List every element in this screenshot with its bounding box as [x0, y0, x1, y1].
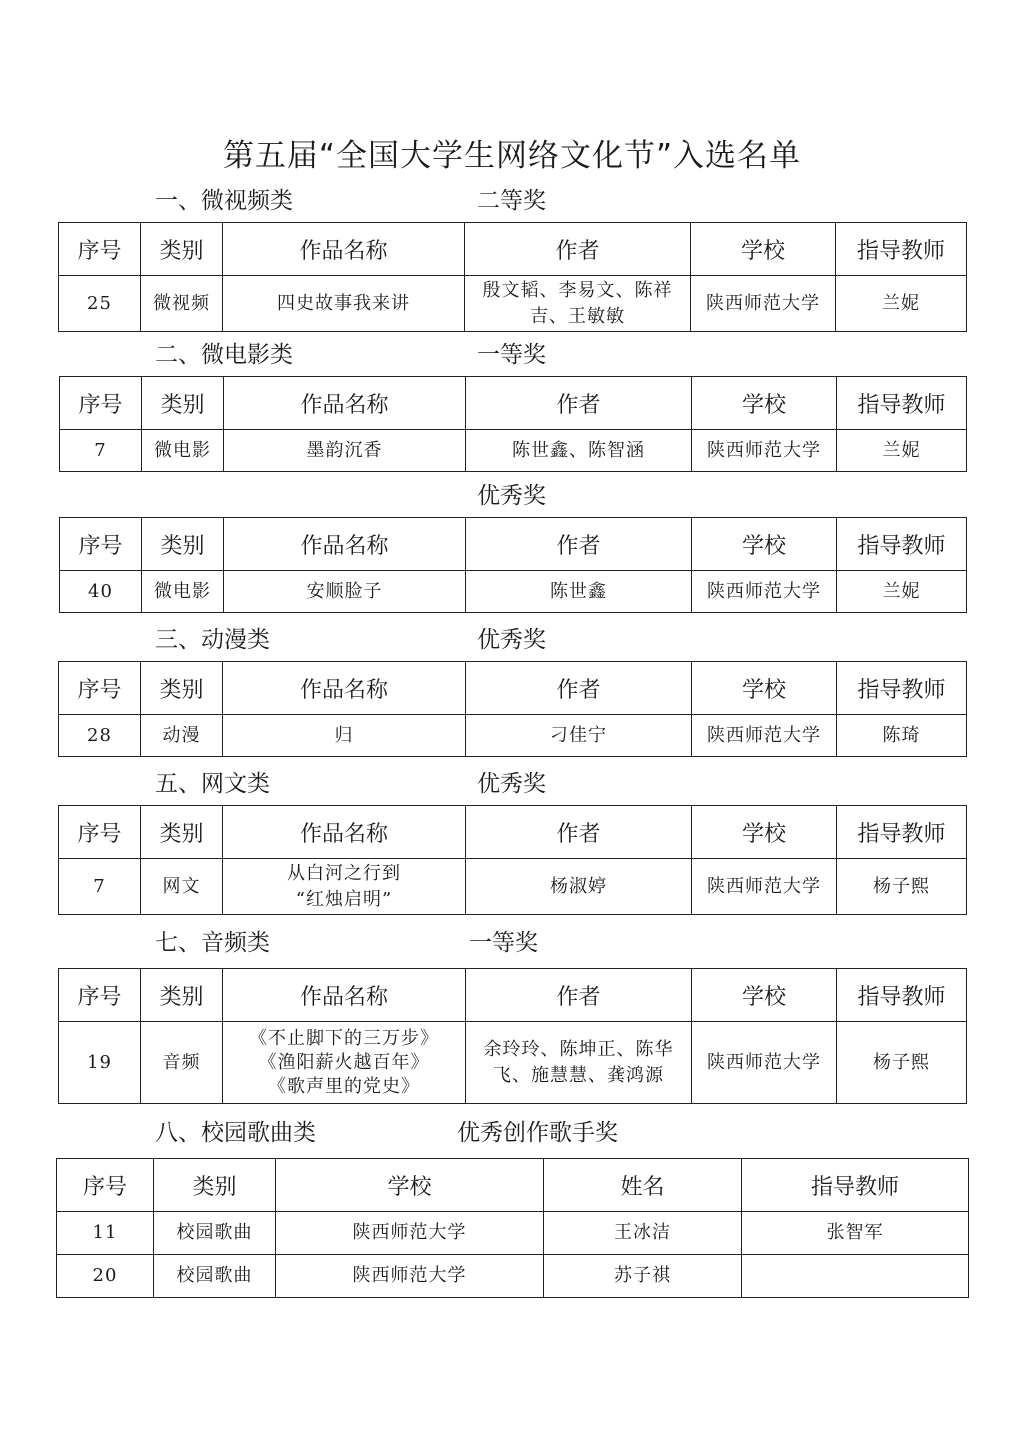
section-award: 优秀奖 [477, 771, 546, 797]
cell-teacher: 兰妮 [837, 571, 967, 613]
cell-no: 7 [59, 859, 141, 915]
header-school: 学校 [276, 1159, 544, 1212]
section-award: 优秀奖 [477, 627, 546, 653]
section-award: 二等奖 [477, 188, 546, 214]
section-award: 一等奖 [469, 930, 538, 956]
cell-type: 微视频 [141, 276, 223, 332]
cell-school: 陕西师范大学 [692, 1022, 837, 1104]
header-teacher: 指导教师 [837, 518, 967, 571]
table-row [60, 430, 967, 472]
header-type: 类别 [142, 518, 224, 571]
section-award: 一等奖 [477, 342, 546, 368]
section-heading-web-literature [155, 766, 575, 802]
header-work: 作品名称 [223, 806, 466, 859]
award-table [58, 661, 967, 757]
cell-no: 25 [59, 276, 141, 332]
header-teacher: 指导教师 [837, 969, 967, 1022]
author-line: 吉、王敏敏 [530, 305, 625, 327]
header-work: 作品名称 [223, 969, 466, 1022]
cell-no: 19 [59, 1022, 141, 1104]
work-line: 《不止脚下的三万步》 [249, 1027, 439, 1049]
header-type: 类别 [154, 1159, 276, 1212]
header-name: 姓名 [544, 1159, 742, 1212]
cell-school: 陕西师范大学 [692, 715, 837, 757]
work-line: 四史故事我来讲 [277, 292, 410, 314]
work-line: 归 [334, 724, 354, 746]
header-work: 作品名称 [223, 223, 465, 276]
header-type: 类别 [142, 377, 224, 430]
table-header-row [59, 662, 967, 715]
author-line: 殷文韬、李易文、陈祥 [482, 279, 673, 301]
table-header-row [57, 1159, 969, 1212]
header-type: 类别 [141, 806, 223, 859]
author-line: 余玲玲、陈坤正、陈华 [483, 1038, 674, 1060]
author-line: 杨淑婷 [550, 875, 607, 897]
cell-author [466, 571, 692, 613]
header-no: 序号 [59, 223, 141, 276]
cell-teacher: 杨子熙 [837, 859, 967, 915]
cell-teacher: 陈琦 [837, 715, 967, 757]
work-line: 从白河之行到 [287, 862, 401, 884]
header-author: 作者 [466, 806, 692, 859]
section-heading-micro-video [155, 183, 575, 219]
cell-teacher: 兰妮 [836, 276, 967, 332]
cell-type: 微电影 [142, 430, 224, 472]
section-heading-micro-film-excellence [155, 478, 575, 514]
header-school: 学校 [692, 662, 837, 715]
work-line: 《歌声里的党史》 [268, 1075, 420, 1097]
header-school: 学校 [692, 377, 837, 430]
table-row [59, 715, 967, 757]
header-school: 学校 [692, 518, 837, 571]
author-line: 陈世鑫、陈智涵 [512, 439, 645, 461]
header-school: 学校 [692, 806, 837, 859]
cell-type: 微电影 [142, 571, 224, 613]
header-no: 序号 [60, 518, 142, 571]
cell-no: 7 [60, 430, 142, 472]
table-row [60, 571, 967, 613]
cell-no: 40 [60, 571, 142, 613]
header-work: 作品名称 [223, 662, 466, 715]
cell-teacher: 张智军 [742, 1212, 969, 1255]
table-row [57, 1255, 969, 1298]
header-no: 序号 [57, 1159, 154, 1212]
header-no: 序号 [59, 806, 141, 859]
header-teacher: 指导教师 [837, 377, 967, 430]
header-teacher: 指导教师 [837, 806, 967, 859]
work-line: 墨韵沉香 [306, 439, 383, 461]
cell-teacher: 兰妮 [837, 430, 967, 472]
section-award: 优秀奖 [477, 483, 546, 509]
header-teacher: 指导教师 [742, 1159, 969, 1212]
header-no: 序号 [59, 662, 141, 715]
section-heading-audio [155, 925, 575, 961]
award-table [58, 805, 967, 915]
cell-type: 校园歌曲 [154, 1255, 276, 1298]
award-table [58, 222, 967, 332]
cell-school: 陕西师范大学 [692, 859, 837, 915]
header-no: 序号 [59, 969, 141, 1022]
cell-work [223, 1022, 466, 1104]
author-line: 陈世鑫 [550, 580, 607, 602]
cell-type: 网文 [141, 859, 223, 915]
header-teacher: 指导教师 [837, 662, 967, 715]
cell-work [223, 276, 465, 332]
page-title: 第五届“全国大学生网络文化节”入选名单 [222, 138, 802, 174]
header-author: 作者 [465, 223, 691, 276]
author-line: 飞、施慧慧、龚鸿源 [493, 1064, 664, 1086]
cell-author [465, 276, 691, 332]
cell-work [223, 715, 466, 757]
header-school: 学校 [691, 223, 836, 276]
header-author: 作者 [466, 969, 692, 1022]
header-type: 类别 [141, 662, 223, 715]
table-header-row [59, 223, 967, 276]
section-heading-micro-film [155, 337, 575, 373]
cell-author [466, 859, 692, 915]
section-category: 一、微视频类 [155, 188, 293, 214]
cell-author [466, 715, 692, 757]
table-row [59, 1022, 967, 1104]
cell-type: 动漫 [141, 715, 223, 757]
award-table [59, 517, 967, 613]
work-line: “红烛启明” [295, 888, 393, 910]
award-table [58, 968, 967, 1104]
table-header-row [59, 969, 967, 1022]
cell-name: 苏子祺 [544, 1255, 742, 1298]
cell-school: 陕西师范大学 [276, 1212, 544, 1255]
header-author: 作者 [466, 662, 692, 715]
section-category: 三、动漫类 [155, 627, 270, 653]
section-heading-animation [155, 622, 575, 658]
section-category: 五、网文类 [155, 771, 270, 797]
header-work: 作品名称 [224, 377, 466, 430]
header-work: 作品名称 [224, 518, 466, 571]
section-category: 八、校园歌曲类 [155, 1120, 316, 1146]
section-category: 二、微电影类 [155, 342, 293, 368]
cell-school: 陕西师范大学 [276, 1255, 544, 1298]
header-school: 学校 [692, 969, 837, 1022]
cell-work [224, 430, 466, 472]
work-line: 《渔阳薪火越百年》 [258, 1051, 430, 1073]
cell-name: 王冰洁 [544, 1212, 742, 1255]
cell-school: 陕西师范大学 [691, 276, 836, 332]
award-table [59, 376, 967, 472]
cell-teacher: 杨子熙 [837, 1022, 967, 1104]
song-table [56, 1158, 969, 1298]
section-heading-campus-song [155, 1115, 675, 1151]
cell-teacher [742, 1255, 969, 1298]
author-line: 刁佳宁 [550, 724, 607, 746]
cell-no: 20 [57, 1255, 154, 1298]
header-teacher: 指导教师 [836, 223, 967, 276]
cell-type: 音频 [141, 1022, 223, 1104]
cell-work [224, 571, 466, 613]
table-header-row [60, 518, 967, 571]
cell-school: 陕西师范大学 [692, 571, 837, 613]
cell-author [466, 430, 692, 472]
work-line: 安顺脸子 [306, 580, 383, 602]
header-no: 序号 [60, 377, 142, 430]
header-type: 类别 [141, 969, 223, 1022]
cell-type: 校园歌曲 [154, 1212, 276, 1255]
table-header-row [59, 806, 967, 859]
cell-author [466, 1022, 692, 1104]
section-award: 优秀创作歌手奖 [457, 1120, 618, 1146]
header-author: 作者 [466, 518, 692, 571]
cell-school: 陕西师范大学 [692, 430, 837, 472]
cell-no: 11 [57, 1212, 154, 1255]
header-author: 作者 [466, 377, 692, 430]
table-row [57, 1212, 969, 1255]
table-row [59, 276, 967, 332]
section-category: 七、音频类 [155, 930, 270, 956]
table-row [59, 859, 967, 915]
header-type: 类别 [141, 223, 223, 276]
cell-work [223, 859, 466, 915]
table-header-row [60, 377, 967, 430]
cell-no: 28 [59, 715, 141, 757]
